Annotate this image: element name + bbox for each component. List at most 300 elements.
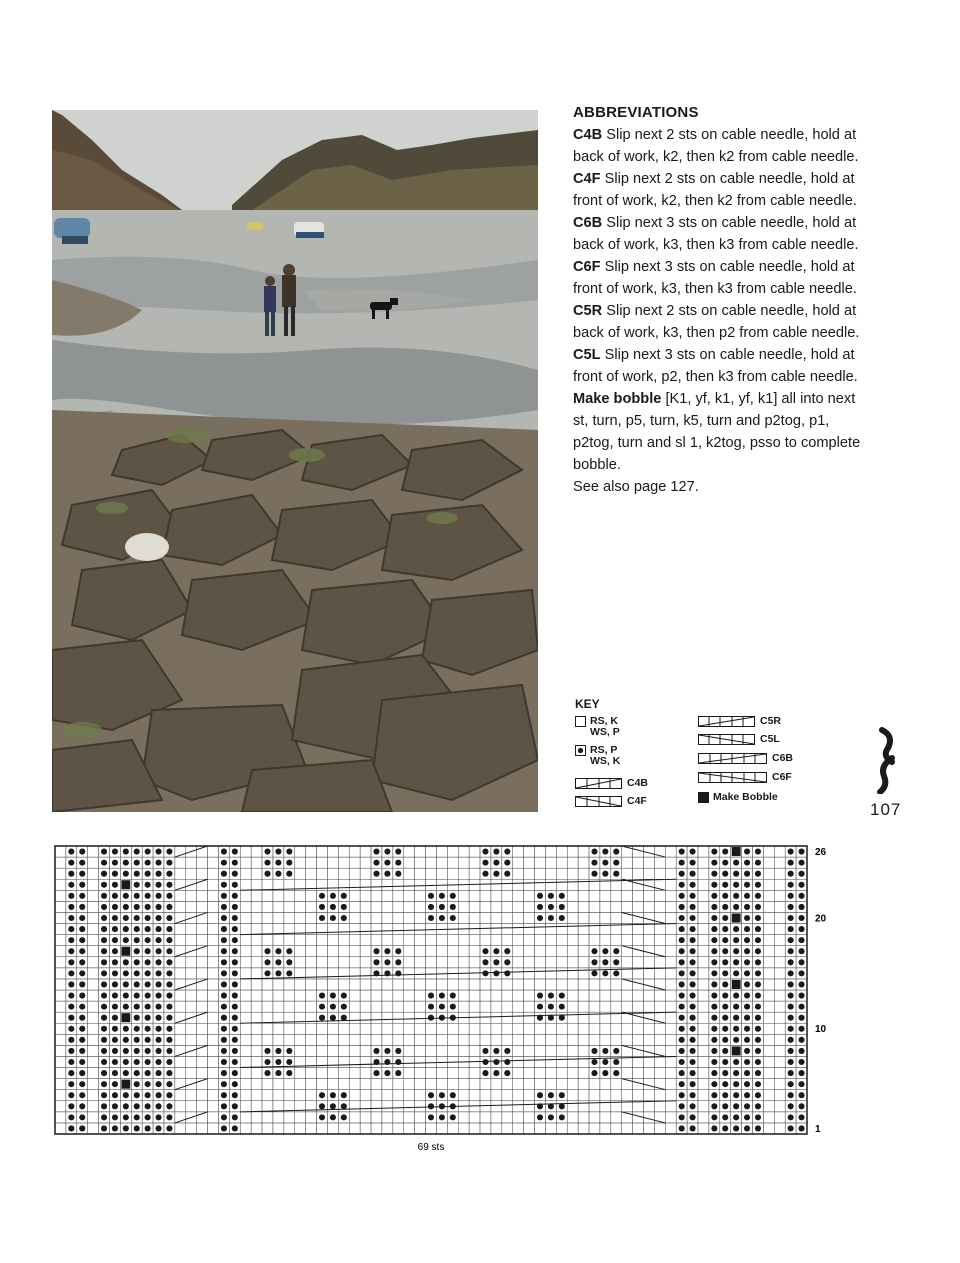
chart-cell xyxy=(622,957,633,968)
chart-cell xyxy=(415,990,426,1001)
purl-dot xyxy=(112,893,118,899)
purl-dot xyxy=(341,1015,347,1021)
chart-cell xyxy=(436,1079,447,1090)
purl-dot xyxy=(123,992,129,998)
chart-cell xyxy=(513,890,524,901)
purl-dot xyxy=(221,1092,227,1098)
chart-cell xyxy=(698,857,709,868)
purl-dot xyxy=(711,860,717,866)
purl-dot xyxy=(384,1048,390,1054)
chart-cell xyxy=(578,1090,589,1101)
purl-dot xyxy=(755,948,761,954)
purl-dot xyxy=(744,981,750,987)
chart-cell xyxy=(644,1023,655,1034)
chart-cell xyxy=(404,935,415,946)
chart-cell xyxy=(208,957,219,968)
chart-cell xyxy=(295,935,306,946)
chart-cell xyxy=(360,1001,371,1012)
chart-cell xyxy=(763,879,774,890)
chart-cell xyxy=(371,990,382,1001)
chart-cell xyxy=(469,979,480,990)
chart-cell xyxy=(665,857,676,868)
purl-dot xyxy=(788,970,794,976)
chart-cell xyxy=(524,1123,535,1134)
chart-cell xyxy=(469,990,480,1001)
chart-cell xyxy=(208,912,219,923)
purl-dot xyxy=(232,893,238,899)
chart-cell xyxy=(513,1045,524,1056)
purl-dot xyxy=(602,948,608,954)
chart-cell xyxy=(175,1034,186,1045)
purl-dot xyxy=(679,1125,685,1131)
chart-cell xyxy=(633,957,644,968)
chart-cell xyxy=(469,912,480,923)
purl-dot xyxy=(428,992,434,998)
chart-cell xyxy=(654,1056,665,1067)
chart-cell xyxy=(393,924,404,935)
chart-cell xyxy=(327,935,338,946)
purl-dot xyxy=(679,893,685,899)
chart-cell xyxy=(197,1023,208,1034)
purl-dot xyxy=(722,1103,728,1109)
purl-dot xyxy=(155,959,161,965)
chart-cell xyxy=(644,935,655,946)
chart-cell xyxy=(644,890,655,901)
purl-dot xyxy=(788,1059,794,1065)
chart-cell xyxy=(360,846,371,857)
chart-cell xyxy=(774,935,785,946)
purl-dot xyxy=(330,915,336,921)
purl-dot xyxy=(722,926,728,932)
purl-dot xyxy=(788,1048,794,1054)
purl-dot xyxy=(711,882,717,888)
purl-dot xyxy=(134,1037,140,1043)
chart-cell xyxy=(556,979,567,990)
chart-cell xyxy=(88,935,99,946)
purl-dot xyxy=(450,904,456,910)
chart-cell xyxy=(545,924,556,935)
chart-cell xyxy=(426,968,437,979)
chart-cell xyxy=(295,946,306,957)
purl-dot xyxy=(613,970,619,976)
purl-dot xyxy=(798,893,804,899)
purl-dot xyxy=(788,1004,794,1010)
abbreviation-entry xyxy=(573,168,873,212)
purl-dot xyxy=(788,959,794,965)
chart-cell xyxy=(436,946,447,957)
chart-cell xyxy=(404,968,415,979)
purl-dot xyxy=(79,937,85,943)
purl-dot xyxy=(788,848,794,854)
purl-dot xyxy=(744,1026,750,1032)
purl-dot xyxy=(145,992,151,998)
chart-cell xyxy=(665,946,676,957)
chart-cell xyxy=(665,890,676,901)
chart-cell xyxy=(338,979,349,990)
purl-dot xyxy=(166,1081,172,1087)
chart-cell xyxy=(426,946,437,957)
chart-cell xyxy=(545,879,556,890)
chart-cell xyxy=(698,968,709,979)
chart-cell xyxy=(436,846,447,857)
chart-cell xyxy=(600,912,611,923)
chart-cell xyxy=(197,935,208,946)
purl-dot xyxy=(744,1103,750,1109)
purl-dot xyxy=(166,1004,172,1010)
purl-dot xyxy=(548,904,554,910)
purl-dot xyxy=(482,848,488,854)
chart-cell xyxy=(208,979,219,990)
chart-cell xyxy=(55,1068,66,1079)
purl-dot xyxy=(798,1026,804,1032)
chart-cell xyxy=(208,857,219,868)
purl-dot xyxy=(679,970,685,976)
chart-cell xyxy=(545,1123,556,1134)
chart-cell xyxy=(763,990,774,1001)
purl-dot xyxy=(679,1103,685,1109)
chart-cell xyxy=(295,1034,306,1045)
chart-cell xyxy=(524,1112,535,1123)
chart-cell xyxy=(513,1123,524,1134)
purl-dot xyxy=(711,1081,717,1087)
chart-cell xyxy=(197,957,208,968)
purl-dot xyxy=(101,893,107,899)
chart-cell xyxy=(208,846,219,857)
purl-dot xyxy=(482,860,488,866)
key-label: RS, P WS, K xyxy=(590,744,621,767)
purl-dot xyxy=(537,904,543,910)
purl-dot xyxy=(221,1037,227,1043)
chart-cell xyxy=(491,1090,502,1101)
chart-cell xyxy=(665,924,676,935)
purl-dot xyxy=(744,1114,750,1120)
purl-dot xyxy=(755,970,761,976)
key-item-c5l xyxy=(698,734,780,745)
purl-dot xyxy=(155,1092,161,1098)
chart-cell xyxy=(556,924,567,935)
purl-dot xyxy=(395,948,401,954)
purl-dot xyxy=(275,959,281,965)
chart-cell xyxy=(262,990,273,1001)
chart-cell xyxy=(698,957,709,968)
key-label: C5R xyxy=(760,715,782,727)
chart-cell xyxy=(393,912,404,923)
purl-dot xyxy=(711,893,717,899)
purl-dot xyxy=(123,1125,129,1131)
purl-dot xyxy=(504,959,510,965)
chart-cell xyxy=(284,990,295,1001)
chart-cell xyxy=(513,1079,524,1090)
purl-dot xyxy=(155,860,161,866)
chart-cell xyxy=(436,957,447,968)
chart-cell xyxy=(578,1001,589,1012)
chart-cell xyxy=(458,946,469,957)
purl-dot xyxy=(733,937,739,943)
chart-cell xyxy=(208,1079,219,1090)
purl-dot xyxy=(798,981,804,987)
chart-cell xyxy=(567,879,578,890)
chart-cell xyxy=(88,1090,99,1101)
chart-cell xyxy=(55,935,66,946)
chart-cell xyxy=(55,846,66,857)
chart-cell xyxy=(589,1112,600,1123)
chart-cell xyxy=(578,1123,589,1134)
chart-cell xyxy=(502,935,513,946)
purl-dot xyxy=(384,848,390,854)
chart-cell xyxy=(240,1079,251,1090)
chart-cell xyxy=(197,1056,208,1067)
purl-dot xyxy=(788,1092,794,1098)
chart-cell xyxy=(415,1001,426,1012)
abbreviation-text: [K1, yf, k1, yf, k1] all into next st, turn, p5, turn, k5, turn and p2tog, p1, p2tog, turn and sl 1, k2tog, psso to complete bobble. xyxy=(573,391,861,473)
chart-cell xyxy=(262,1112,273,1123)
purl-dot xyxy=(221,1015,227,1021)
chart-cell xyxy=(611,901,622,912)
chart-cell xyxy=(382,924,393,935)
purl-dot xyxy=(166,1037,172,1043)
purl-dot xyxy=(591,1048,597,1054)
chart-cell xyxy=(273,1034,284,1045)
purl-dot xyxy=(101,1070,107,1076)
purl-dot xyxy=(101,948,107,954)
chart-cell xyxy=(600,979,611,990)
purl-dot xyxy=(722,1092,728,1098)
purl-dot xyxy=(679,1015,685,1021)
chart-cell xyxy=(382,1012,393,1023)
chart-cell xyxy=(317,979,328,990)
chart-cell xyxy=(251,1101,262,1112)
purl-dot xyxy=(134,848,140,854)
purl-dot xyxy=(319,893,325,899)
chart-cell xyxy=(622,1001,633,1012)
purl-dot xyxy=(232,1070,238,1076)
chart-cell xyxy=(480,890,491,901)
chart-cell xyxy=(306,901,317,912)
chart-cell xyxy=(426,935,437,946)
purl-dot xyxy=(330,992,336,998)
purl-dot xyxy=(755,1037,761,1043)
chart-cell xyxy=(665,1056,676,1067)
purl-dot xyxy=(613,1059,619,1065)
chart-cell xyxy=(644,868,655,879)
chart-cell xyxy=(763,1056,774,1067)
chart-cell xyxy=(186,935,197,946)
chart-cell xyxy=(317,846,328,857)
chart-cell xyxy=(480,990,491,1001)
purl-dot xyxy=(101,882,107,888)
purl-dot xyxy=(591,871,597,877)
chart-cell xyxy=(251,946,262,957)
purl-dot xyxy=(134,1114,140,1120)
chart-cell xyxy=(589,912,600,923)
chart-cell xyxy=(578,935,589,946)
chart-cell xyxy=(349,957,360,968)
chart-cell xyxy=(524,1090,535,1101)
chart-cell xyxy=(55,1123,66,1134)
chart-cell xyxy=(273,1001,284,1012)
purl-dot xyxy=(450,915,456,921)
chart-cell xyxy=(360,868,371,879)
chart-cell xyxy=(654,968,665,979)
purl-dot xyxy=(788,926,794,932)
chart-cell xyxy=(349,1123,360,1134)
chart-cell xyxy=(360,968,371,979)
purl-dot xyxy=(155,1059,161,1065)
purl-dot xyxy=(68,959,74,965)
page-number: 107 xyxy=(870,800,902,819)
purl-dot xyxy=(155,893,161,899)
purl-dot xyxy=(79,871,85,877)
chain-link-icon xyxy=(874,726,900,794)
purl-dot xyxy=(123,1092,129,1098)
purl-dot xyxy=(112,937,118,943)
purl-dot xyxy=(439,992,445,998)
chart-cell xyxy=(567,1123,578,1134)
purl-dot xyxy=(221,860,227,866)
chart-cell xyxy=(208,1023,219,1034)
purl-dot xyxy=(112,1037,118,1043)
chart-cell xyxy=(469,846,480,857)
purl-dot xyxy=(155,1048,161,1054)
chart-cell xyxy=(273,1079,284,1090)
purl-dot xyxy=(428,1103,434,1109)
purl-dot xyxy=(537,1004,543,1010)
purl-dot xyxy=(79,992,85,998)
chart-cell xyxy=(360,1079,371,1090)
chart-cell xyxy=(763,1001,774,1012)
chart-cell xyxy=(469,1079,480,1090)
purl-dot xyxy=(591,948,597,954)
chart-cell xyxy=(698,1034,709,1045)
chart-cell xyxy=(491,912,502,923)
chart-cell xyxy=(545,946,556,957)
chart-cell xyxy=(654,857,665,868)
chart-cell xyxy=(360,890,371,901)
purl-dot xyxy=(145,926,151,932)
chart-cell xyxy=(633,990,644,1001)
chart-cell xyxy=(763,1123,774,1134)
chart-cell xyxy=(774,879,785,890)
chart-cell xyxy=(175,857,186,868)
chart-cell xyxy=(535,1034,546,1045)
chart-cell xyxy=(611,979,622,990)
chart-cell xyxy=(338,857,349,868)
chart-cell xyxy=(55,1056,66,1067)
chart-cell xyxy=(611,890,622,901)
chart-cell xyxy=(295,1123,306,1134)
chart-cell xyxy=(208,868,219,879)
purl-dot xyxy=(744,948,750,954)
purl-dot xyxy=(134,1015,140,1021)
purl-dot xyxy=(450,1114,456,1120)
purl-dot xyxy=(134,981,140,987)
chart-cell xyxy=(589,935,600,946)
chart-cell xyxy=(447,857,458,868)
abbreviation-term: C4F xyxy=(573,171,601,187)
purl-dot xyxy=(733,1015,739,1021)
c4b-cable-icon xyxy=(575,778,623,789)
chart-cell xyxy=(665,957,676,968)
purl-dot xyxy=(439,1004,445,1010)
purl-dot xyxy=(722,1037,728,1043)
abbreviation-text: Slip next 3 sts on cable needle, hold at back of work, k3, then k3 from cable needle. xyxy=(573,215,859,253)
purl-dot xyxy=(373,1048,379,1054)
chart-cell xyxy=(567,924,578,935)
chart-cell xyxy=(567,968,578,979)
purl-dot xyxy=(232,937,238,943)
purl-dot xyxy=(690,959,696,965)
purl-dot xyxy=(112,1092,118,1098)
purl-dot xyxy=(450,1004,456,1010)
purl-dot xyxy=(384,948,390,954)
chart-cell xyxy=(578,990,589,1001)
abbreviation-entry xyxy=(573,344,873,388)
chart-cell xyxy=(545,1056,556,1067)
purl-dot xyxy=(341,1114,347,1120)
bobble-stitch xyxy=(121,1013,130,1022)
chart-cell xyxy=(654,1101,665,1112)
purl-dot xyxy=(79,1081,85,1087)
purl-dot xyxy=(788,1015,794,1021)
chart-cell xyxy=(240,1068,251,1079)
purl-dot xyxy=(602,1059,608,1065)
chart-cell xyxy=(88,924,99,935)
purl-dot xyxy=(690,1114,696,1120)
chart-cell xyxy=(774,857,785,868)
chart-cell xyxy=(295,1001,306,1012)
chart-cell xyxy=(262,879,273,890)
chart-cell xyxy=(360,1123,371,1134)
purl-dot xyxy=(155,992,161,998)
purl-dot xyxy=(134,948,140,954)
chart-cell xyxy=(774,957,785,968)
chart-cell xyxy=(763,1112,774,1123)
purl-dot xyxy=(145,1125,151,1131)
chart-cell xyxy=(513,868,524,879)
chart-cell xyxy=(262,1090,273,1101)
chart-cell xyxy=(371,1123,382,1134)
chart-cell xyxy=(578,846,589,857)
chart-cell xyxy=(426,879,437,890)
chart-cell xyxy=(556,957,567,968)
chart-cell xyxy=(622,890,633,901)
key-title: KEY xyxy=(575,697,600,711)
chart-cell xyxy=(458,1023,469,1034)
purl-dot xyxy=(155,882,161,888)
chart-cell xyxy=(763,857,774,868)
chart-cell xyxy=(622,1123,633,1134)
chart-cell xyxy=(393,890,404,901)
purl-dot xyxy=(155,1114,161,1120)
purl-dot xyxy=(79,1092,85,1098)
chart-cell xyxy=(317,1123,328,1134)
purl-dot xyxy=(548,1114,554,1120)
chart-cell xyxy=(524,1034,535,1045)
chart-cell xyxy=(513,1112,524,1123)
chart-cell xyxy=(197,868,208,879)
chart-cell xyxy=(251,1112,262,1123)
purl-dot xyxy=(264,970,270,976)
purl-dot xyxy=(744,871,750,877)
chart-cell xyxy=(88,968,99,979)
purl-dot xyxy=(145,1026,151,1032)
chart-cell xyxy=(197,890,208,901)
purl-dot xyxy=(68,1114,74,1120)
chart-cell xyxy=(502,1012,513,1023)
chart-cell xyxy=(55,990,66,1001)
chart-cell xyxy=(763,846,774,857)
purl-dot xyxy=(602,1048,608,1054)
